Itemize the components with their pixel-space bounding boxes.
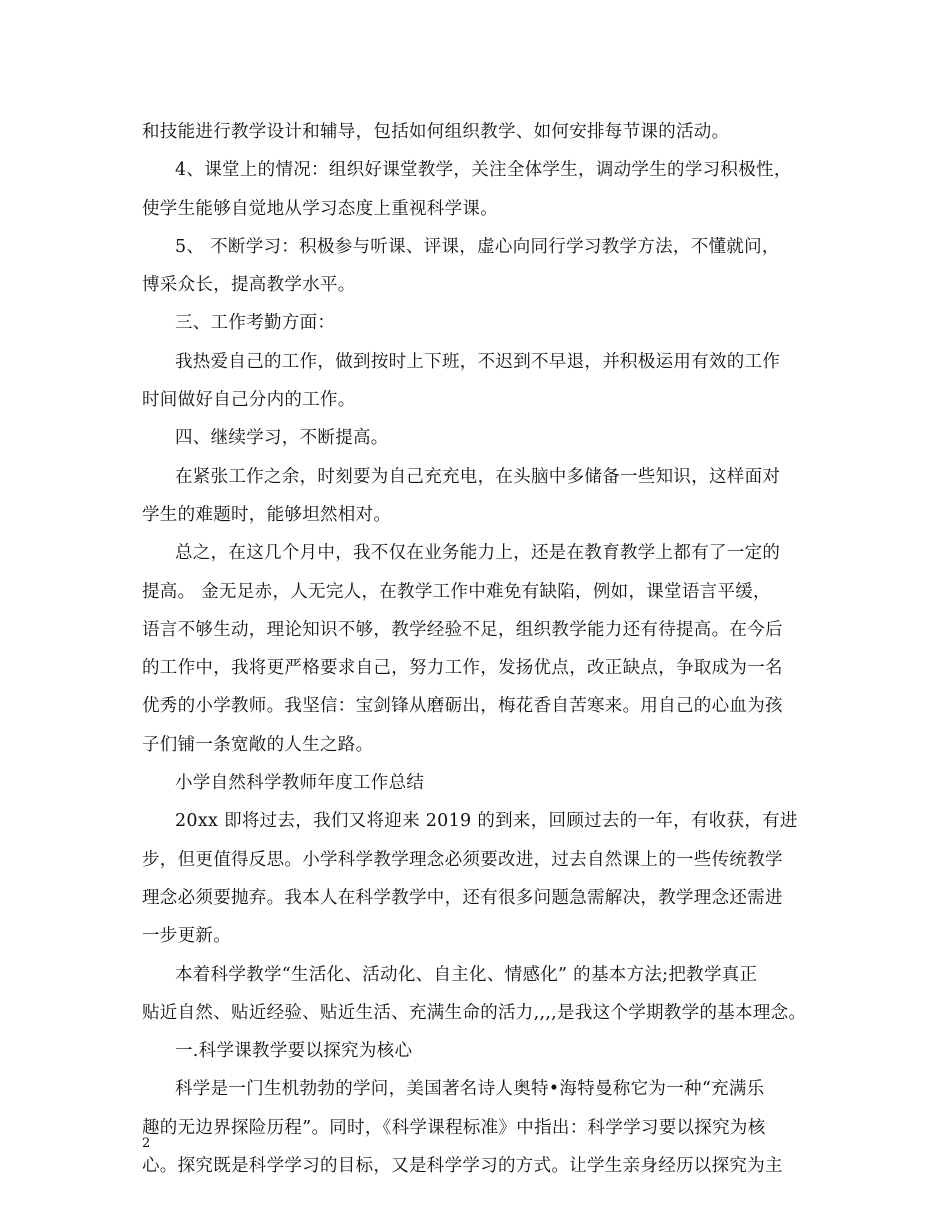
text-line: 总之，在这几个月中，我不仅在业务能力上，还是在教育教学上都有了一定的 bbox=[175, 543, 781, 564]
text-line: 在紧张工作之余，时刻要为自己充充电，在头脑中多储备一些知识，这样面对 bbox=[175, 466, 781, 487]
section-heading: 一.科学课教学要以探究为核心 bbox=[175, 1041, 413, 1062]
document-body bbox=[142, 113, 822, 1185]
text-line: 学生的难题时，能够坦然相对。 bbox=[142, 504, 392, 525]
text-line: 子们铺一条宽敞的人生之路。 bbox=[142, 734, 374, 755]
text-line: 步，但更值得反思。小学科学教学理念必须要改进，过去自然课上的一些传统教学 bbox=[142, 849, 783, 870]
page-number: 2 bbox=[142, 1136, 151, 1151]
text-line: 和技能进行教学设计和辅导，包括如何组织教学、如何安排每节课的活动。 bbox=[142, 122, 730, 142]
text-line: 提高。 金无足赤，人无完人，在教学工作中难免有缺陷，例如，课堂语言平缓， bbox=[142, 581, 771, 602]
text-line: 使学生能够自觉地从学习态度上重视科学课。 bbox=[142, 198, 498, 219]
text-line: 4、课堂上的情况：组织好课堂教学，关注全体学生，调动学生的学习积极性， bbox=[175, 160, 792, 181]
text-line: 时间做好自己分内的工作。 bbox=[142, 390, 356, 411]
text-line: 的工作中，我将更严格要求自己，努力工作，发扬优点，改正缺点，争取成为一名 bbox=[142, 658, 783, 679]
text-line: 趣的无边界探险历程”。同时，《科学课程标准》中指出：科学学习要以探究为核 bbox=[142, 1117, 766, 1138]
text-line: 一步更新。 bbox=[142, 926, 231, 947]
text-line: 语言不够生动，理论知识不够，教学经验不足，组织教学能力还有待提高。在今后 bbox=[142, 619, 783, 640]
text-line: 我热爱自己的工作，做到按时上下班，不迟到不早退，并积极运用有效的工作 bbox=[175, 351, 781, 372]
text-line: 博采众长，提高教学水平。 bbox=[142, 275, 356, 296]
text-line: 本着科学教学“生活化、活动化、自主化、情感化” 的基本方法;把教学真正 bbox=[175, 964, 758, 985]
text-line: 5、 不断学习：积极参与听课、评课，虚心向同行学习教学方法，不懂就问， bbox=[175, 236, 780, 257]
section-heading: 三、工作考勤方面： bbox=[175, 313, 336, 334]
text-line: 科学是一门生机勃勃的学问，美国著名诗人奥特•海特曼称它为一种“充满乐 bbox=[175, 1079, 765, 1100]
text-line: 心。探究既是科学学习的目标，又是科学学习的方式。让学生亲身经历以探究为主 bbox=[142, 1156, 783, 1177]
text-line: 优秀的小学教师。我坚信：宝剑锋从磨砺出，梅花香自苦寒来。用自己的心血为孩 bbox=[142, 696, 783, 717]
text-line: 20xx 即将过去，我们又将迎来 2019 的到来，回顾过去的一年，有收获，有进 bbox=[175, 811, 798, 832]
document-title: 小学自然科学教师年度工作总结 bbox=[175, 773, 425, 794]
text-line: 理念必须要抛弃。我本人在科学教学中，还有很多问题急需解决，教学理念还需进 bbox=[142, 887, 783, 908]
text-line: 贴近自然、贴近经验、贴近生活、充满生命的活力,,,,是我这个学期教学的基本理念。 bbox=[142, 1002, 807, 1023]
section-heading: 四、继续学习，不断提高。 bbox=[175, 428, 389, 449]
